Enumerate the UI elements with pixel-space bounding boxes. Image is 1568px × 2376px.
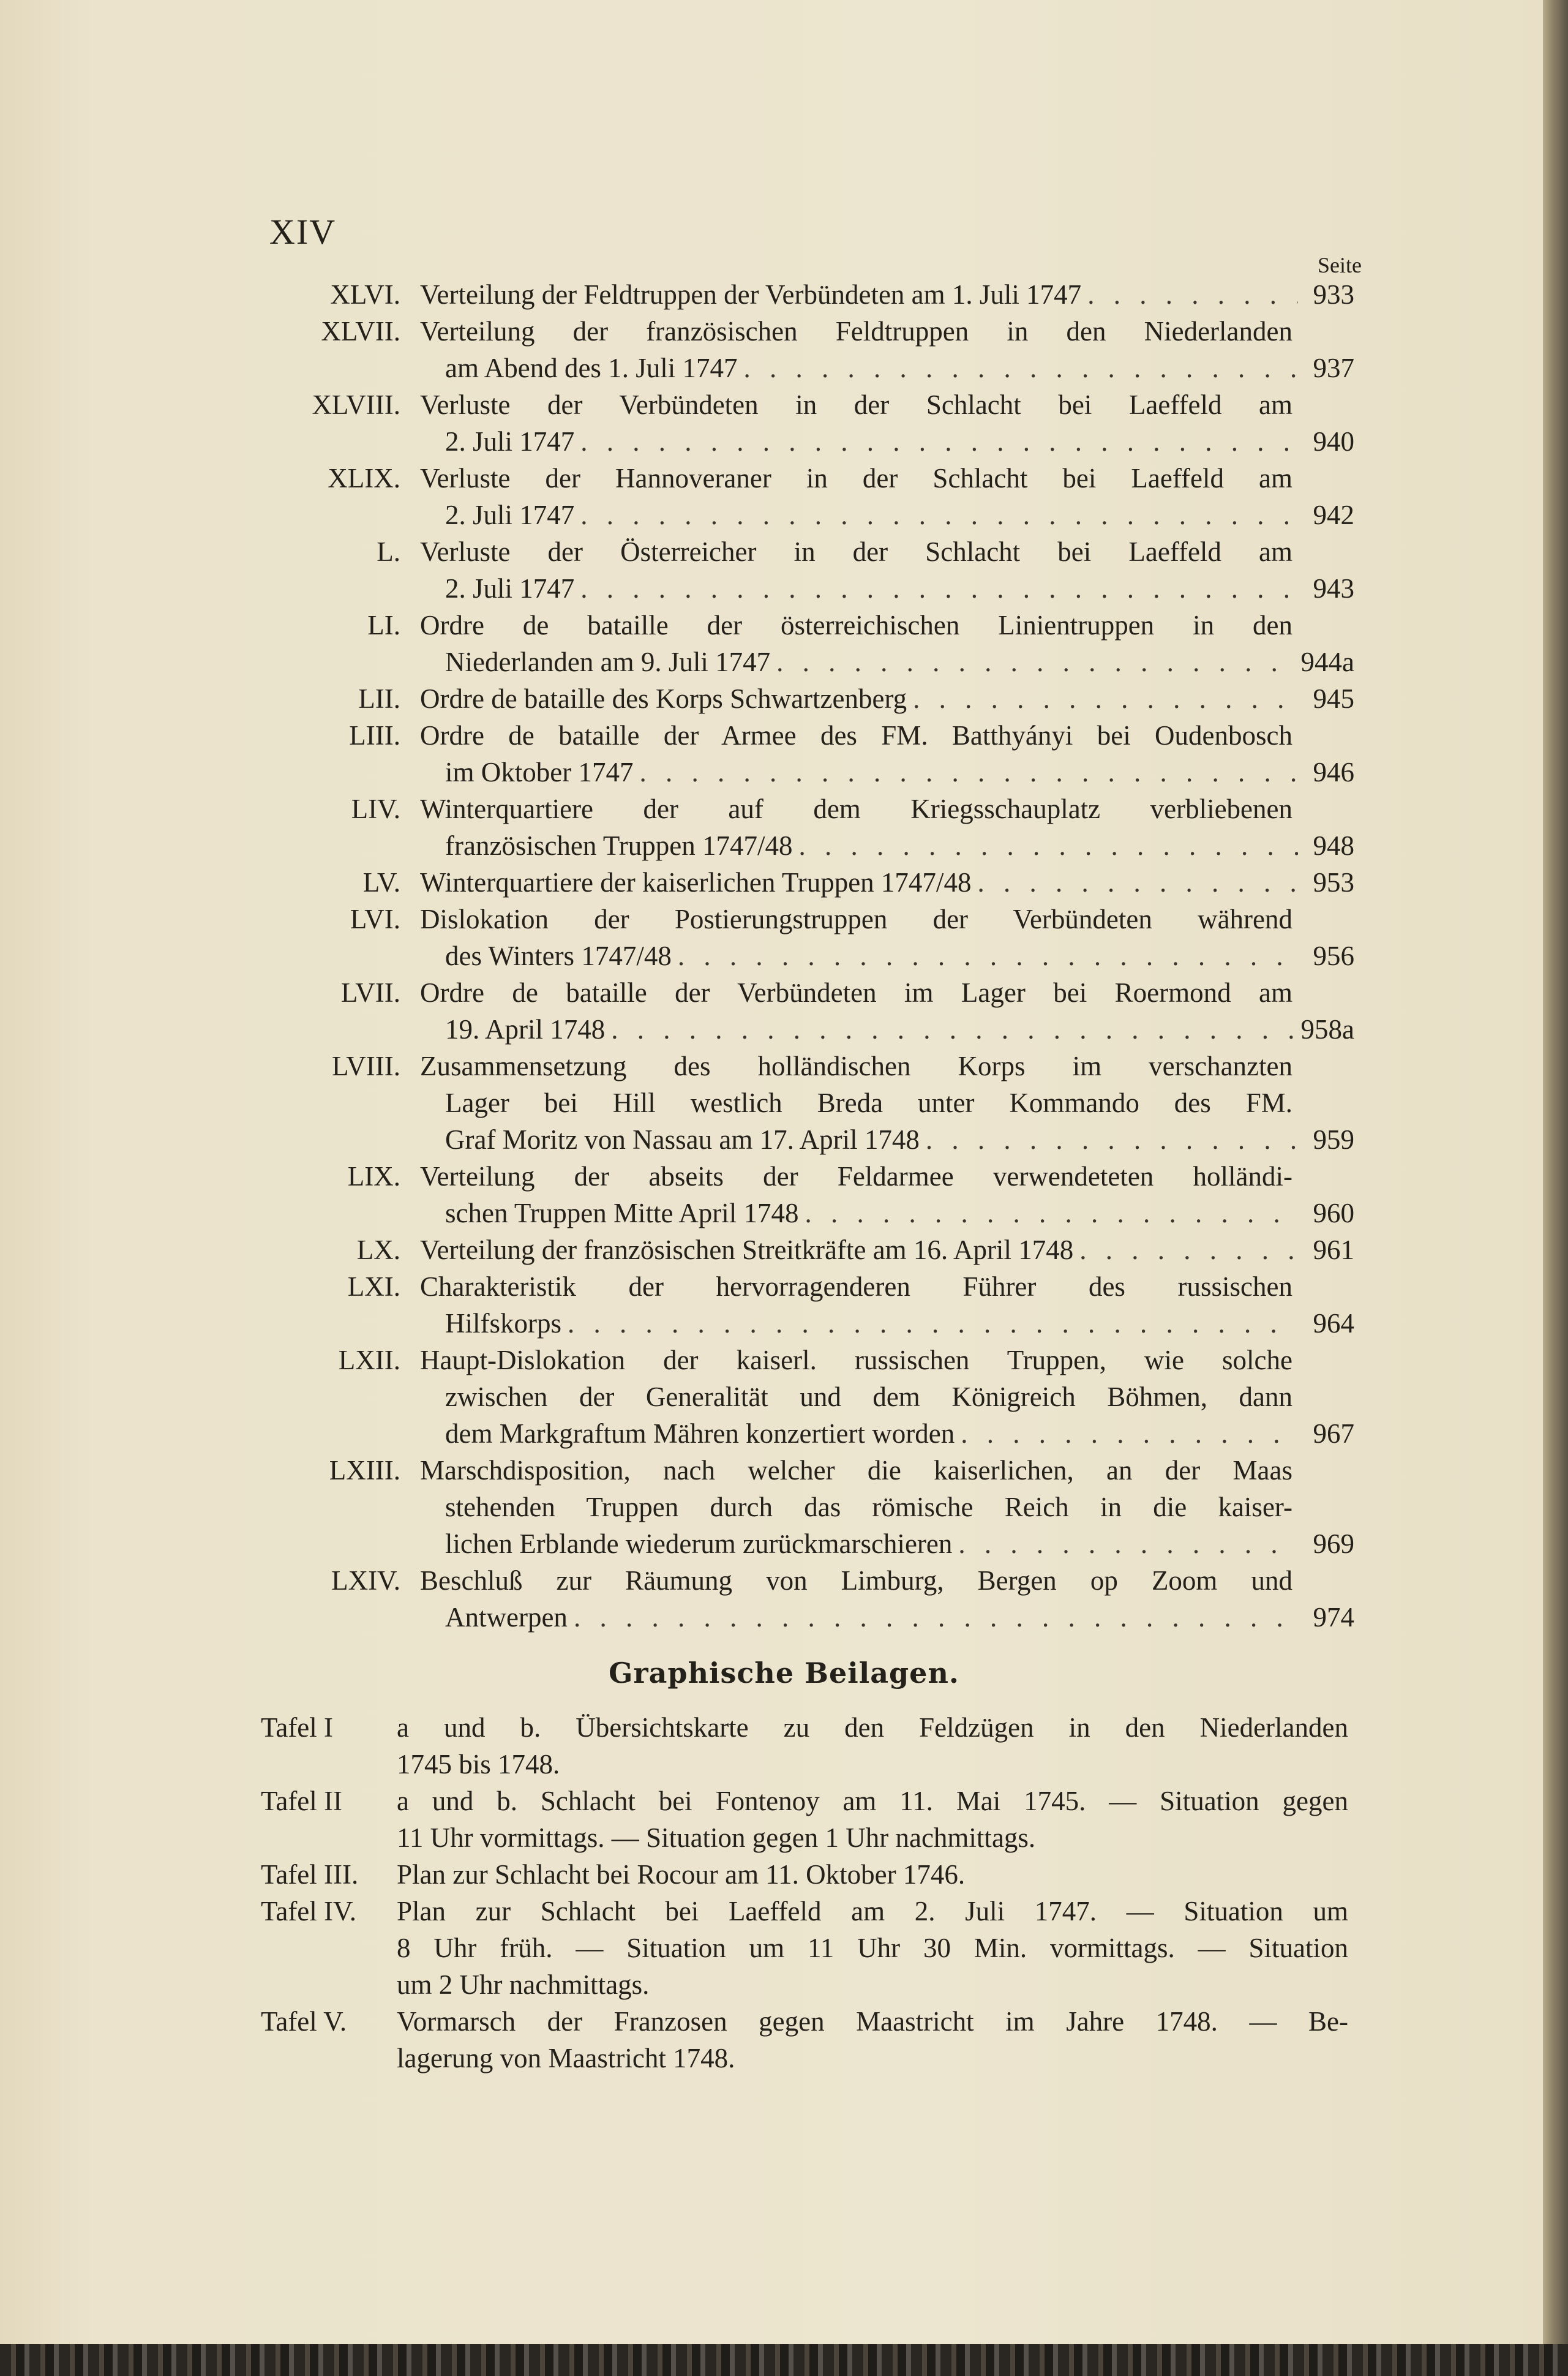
dot-leader — [580, 499, 1298, 531]
toc-entry-last-line — [420, 683, 1354, 715]
toc-entry-text: Ordre de bataille der Armee des FM. Batthyányi bei Oudenbosch — [420, 720, 1292, 751]
page-column-label: Seite — [1318, 253, 1362, 277]
toc-entry-number: XLVI. — [330, 279, 400, 310]
plate-text: Plan zur Schlacht bei Laeffeld am 2. Juli 1747. — Situation um — [397, 1896, 1348, 1927]
section-title: Graphische Beilagen. — [609, 1656, 959, 1690]
plate-text: Plan zur Schlacht bei Rocour am 11. Oktober 1746. — [397, 1859, 966, 1890]
page-edge-shadow — [1543, 0, 1568, 2376]
plate-text: a und b. Schlacht bei Fontenoy am 11. Mai 1745. — Situation gegen — [397, 1786, 1348, 1816]
toc-entry-last-line — [420, 279, 1354, 310]
toc-entry-page: 945 — [1313, 683, 1354, 714]
toc-entry-text: zwischen der Generalität und dem Königreich Böhmen, dann — [445, 1382, 1292, 1412]
dot-leader — [977, 867, 1298, 898]
toc-entry-text: Winterquartiere der auf dem Kriegsschauplatz verbliebenen — [420, 794, 1292, 824]
toc-entry-text: Graf Moritz von Nassau am 17. April 1748 — [445, 1124, 920, 1155]
toc-entry-text: Verluste der Verbündeten in der Schlacht bei Laeffeld am — [420, 389, 1292, 420]
dot-leader — [568, 1307, 1298, 1339]
toc-entry-last-line — [445, 646, 1354, 678]
toc-entry-number: LXII. — [338, 1345, 400, 1375]
toc-entry-text: Beschluß zur Räumung von Limburg, Bergen op Zoom und — [420, 1565, 1292, 1596]
dot-leader — [958, 1528, 1298, 1560]
toc-entry-text: 2. Juli 1747 — [445, 500, 575, 530]
toc-entry-last-line — [420, 1234, 1354, 1266]
page-header-number: XIV — [269, 212, 337, 252]
toc-entry-page: 942 — [1313, 500, 1354, 530]
toc-entry-text: Marschdisposition, nach welcher die kaiserlichen, an der Maas — [420, 1455, 1292, 1486]
toc-entry-text: Dislokation der Postierungstruppen der Verbündeten während — [420, 904, 1292, 934]
plate-label: Tafel IV. — [261, 1896, 356, 1927]
dot-leader — [776, 646, 1294, 678]
dot-leader — [574, 1601, 1298, 1633]
toc-entry-number: L. — [377, 536, 400, 567]
dot-leader — [1087, 279, 1298, 310]
toc-entry-last-line — [420, 867, 1354, 898]
toc-entry-number: XLVIII. — [312, 389, 400, 420]
toc-entry-last-line — [445, 1601, 1354, 1633]
toc-entry-page: 933 — [1313, 279, 1354, 310]
toc-entry-last-line — [445, 1197, 1354, 1229]
toc-entry-text: Zusammensetzung des holländischen Korps im verschanzten — [420, 1051, 1292, 1081]
toc-entry-page: 944a — [1300, 647, 1354, 677]
plate-label: Tafel III. — [261, 1859, 359, 1890]
toc-entry-page: 967 — [1313, 1418, 1354, 1449]
toc-entry-number: LXIV. — [331, 1565, 400, 1596]
toc-entry-page: 943 — [1313, 573, 1354, 604]
toc-entry-text: Verluste der Österreicher in der Schlacht bei Laeffeld am — [420, 536, 1292, 567]
toc-entry-text: Ordre de bataille der Verbündeten im Lager bei Roermond am — [420, 977, 1292, 1008]
plate-text: lagerung von Maastricht 1748. — [397, 2043, 735, 2073]
toc-entry-text: Charakteristik der hervorragenderen Führer des russischen — [420, 1271, 1292, 1302]
toc-entry-text: schen Truppen Mitte April 1748 — [445, 1198, 799, 1228]
dot-leader — [580, 573, 1298, 604]
toc-entry-last-line — [445, 573, 1354, 604]
toc-entry-text: Verteilung der Feldtruppen der Verbündeten am 1. Juli 1747 — [420, 279, 1082, 310]
toc-entry-text: Verteilung der französischen Streitkräfte am 16. April 1748 — [420, 1235, 1074, 1265]
toc-entry-text: französischen Truppen 1747/48 — [445, 830, 793, 861]
toc-entry-last-line — [445, 1124, 1354, 1156]
toc-entry-page: 969 — [1313, 1528, 1354, 1559]
dot-leader — [639, 756, 1298, 788]
dot-leader — [1079, 1234, 1298, 1266]
dot-leader — [611, 1013, 1294, 1045]
toc-entry-last-line — [445, 499, 1354, 531]
toc-entry-page: 959 — [1313, 1124, 1354, 1155]
toc-entry-last-line — [445, 1418, 1354, 1449]
toc-entry-text: Niederlanden am 9. Juli 1747 — [445, 647, 771, 677]
plate-label: Tafel I — [261, 1712, 334, 1743]
toc-entry-number: LV. — [362, 867, 400, 898]
toc-entry-text: Verteilung der französischen Feldtruppen in den Niederlanden — [420, 316, 1292, 347]
toc-entry-page: 948 — [1313, 830, 1354, 861]
toc-entry-page: 956 — [1313, 941, 1354, 971]
toc-entry-page: 961 — [1313, 1235, 1354, 1265]
toc-entry-number: LIV. — [351, 794, 400, 824]
toc-entry-page: 964 — [1313, 1308, 1354, 1339]
toc-entry-number: LVII. — [340, 977, 400, 1008]
toc-entry-number: XLIX. — [328, 463, 400, 494]
toc-entry-last-line — [445, 1307, 1354, 1339]
toc-entry-last-line — [445, 1013, 1354, 1045]
toc-entry-text: Ordre de bataille des Korps Schwartzenberg — [420, 683, 907, 714]
dot-leader — [926, 1124, 1298, 1156]
toc-entry-number: LXIII. — [329, 1455, 400, 1486]
toc-entry-text: Antwerpen — [445, 1602, 568, 1633]
toc-entry-page: 974 — [1313, 1602, 1354, 1633]
toc-entry-number: LIX. — [347, 1161, 400, 1192]
toc-entry-number: LVIII. — [331, 1051, 400, 1081]
dot-leader — [798, 830, 1298, 862]
dot-leader — [580, 426, 1298, 457]
plate-label: Tafel II — [261, 1786, 343, 1816]
toc-entry-text: im Oktober 1747 — [445, 757, 634, 788]
toc-entry-page: 937 — [1313, 353, 1354, 383]
toc-entry-text: des Winters 1747/48 — [445, 941, 672, 971]
toc-entry-last-line — [445, 756, 1354, 788]
plate-text: a und b. Übersichtskarte zu den Feldzügen in den Niederlanden — [397, 1712, 1348, 1743]
bottom-border-strip — [0, 2344, 1568, 2376]
toc-entry-last-line — [445, 1528, 1354, 1560]
dot-leader — [743, 352, 1298, 384]
toc-entry-number: LIII. — [349, 720, 400, 751]
plate-text: 8 Uhr früh. — Situation um 11 Uhr 30 Min. vormittags. — Situation — [397, 1933, 1348, 1963]
toc-entry-text: Hilfskorps — [445, 1308, 561, 1339]
toc-entry-text: Winterquartiere der kaiserlichen Truppen 1747/48 — [420, 867, 972, 898]
toc-entry-text: Ordre de bataille der österreichischen Linientruppen in den — [420, 610, 1292, 641]
toc-entry-page: 960 — [1313, 1198, 1354, 1228]
toc-entry-number: XLVII. — [321, 316, 400, 347]
toc-entry-text: am Abend des 1. Juli 1747 — [445, 353, 738, 383]
toc-entry-text: 2. Juli 1747 — [445, 426, 575, 457]
toc-entry-page: 946 — [1313, 757, 1354, 788]
toc-entry-text: Lager bei Hill westlich Breda unter Kommando des FM. — [445, 1088, 1292, 1118]
plate-label: Tafel V. — [261, 2006, 347, 2037]
toc-entry-last-line — [445, 940, 1354, 972]
toc-entry-page: 953 — [1313, 867, 1354, 898]
toc-entry-last-line — [445, 426, 1354, 457]
toc-entry-text: dem Markgraftum Mähren konzertiert worden — [445, 1418, 955, 1449]
toc-entry-last-line — [445, 830, 1354, 862]
dot-leader — [805, 1197, 1298, 1229]
dot-leader — [678, 940, 1298, 972]
toc-entry-text: 19. April 1748 — [445, 1014, 606, 1045]
dot-leader — [961, 1418, 1298, 1449]
toc-entry-number: LII. — [358, 683, 400, 714]
toc-entry-text: stehenden Truppen durch das römische Reich in die kaiser- — [445, 1492, 1292, 1522]
plate-text: 1745 bis 1748. — [397, 1749, 560, 1780]
toc-entry-text: lichen Erblande wiederum zurückmarschieren — [445, 1528, 953, 1559]
toc-entry-text: Verluste der Hannoveraner in der Schlacht bei Laeffeld am — [420, 463, 1292, 494]
toc-entry-number: LVI. — [350, 904, 400, 934]
dot-leader — [913, 683, 1298, 715]
toc-entry-number: LX. — [356, 1235, 400, 1265]
toc-entry-last-line — [445, 352, 1354, 384]
toc-entry-number: LXI. — [347, 1271, 400, 1302]
toc-entry-text: 2. Juli 1747 — [445, 573, 575, 604]
toc-entry-page: 958a — [1300, 1014, 1354, 1045]
toc-entry-text: Haupt-Dislokation der kaiserl. russischen Truppen, wie solche — [420, 1345, 1292, 1375]
toc-entry-page: 940 — [1313, 426, 1354, 457]
toc-entry-text: Verteilung der abseits der Feldarmee verwendeteten holländi- — [420, 1161, 1292, 1192]
plate-text: Vormarsch der Franzosen gegen Maastricht im Jahre 1748. — Be- — [397, 2006, 1348, 2037]
plate-text: 11 Uhr vormittags. — Situation gegen 1 Uhr nachmittags. — [397, 1822, 1036, 1853]
plate-text: um 2 Uhr nachmittags. — [397, 1969, 650, 2000]
toc-entry-number: LI. — [367, 610, 400, 641]
